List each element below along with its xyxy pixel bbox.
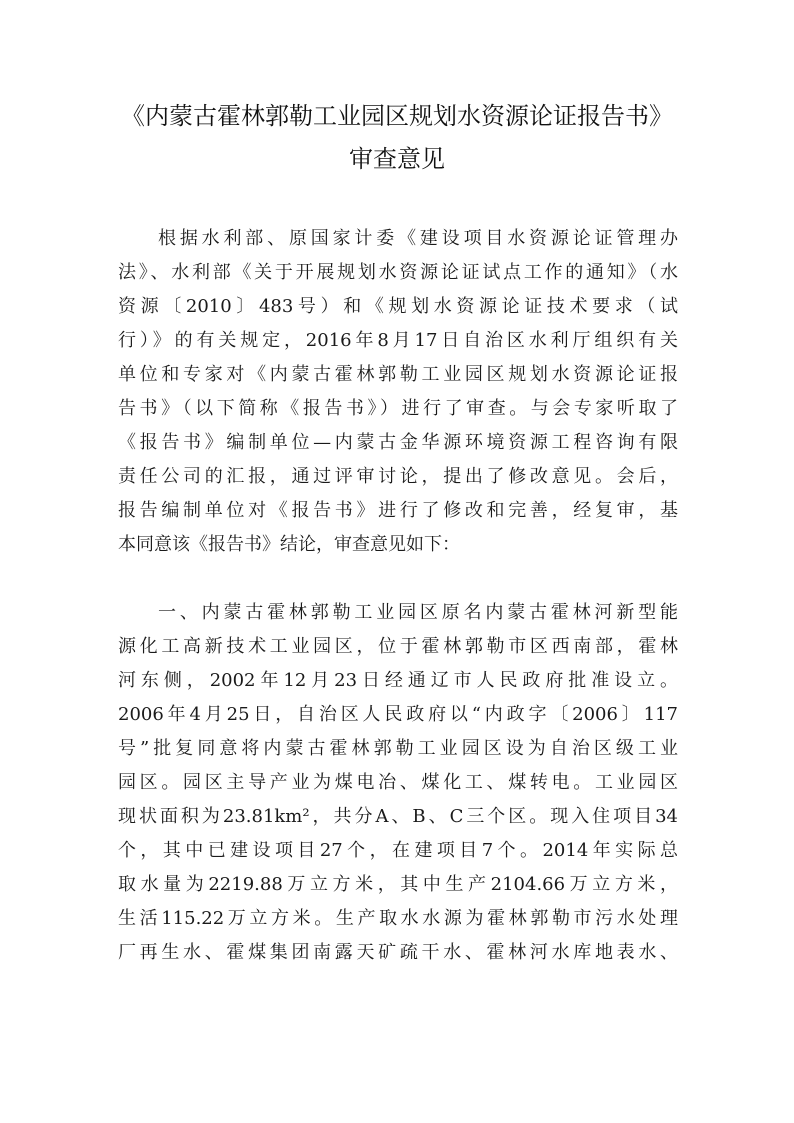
body-line: 生活115.22万立方米。生产取水水源为霍林郭勒市污水处理	[118, 908, 678, 929]
body-line: 报告编制单位对《报告书》进行了修改和完善，经复审，基	[118, 500, 678, 521]
body-line: 园区。园区主导产业为煤电冶、煤化工、煤转电。工业园区	[118, 772, 678, 793]
body-line: 告书》（以下简称《报告书》）进行了审查。与会专家听取了	[118, 398, 678, 419]
body-line: 号”批复同意将内蒙古霍林郭勒工业园区设为自治区级工业	[118, 738, 678, 759]
body-line: 法》、水利部《关于开展规划水资源论证试点工作的通知》（水	[118, 262, 678, 283]
body-line: 责任公司的汇报，通过评审讨论，提出了修改意见。会后，	[118, 466, 678, 487]
body-line: 《报告书》编制单位—内蒙古金华源环境资源工程咨询有限	[118, 432, 678, 453]
body-line: 现状面积为23.81km²，共分A、B、C三个区。现入住项目34	[118, 806, 678, 827]
body-line: 一、内蒙古霍林郭勒工业园区原名内蒙古霍林河新型能	[158, 602, 678, 623]
body-line: 2006年4月25日，自治区人民政府以“内政字〔2006〕117	[118, 704, 678, 725]
document-subtitle: 审查意见	[349, 145, 445, 173]
document-title: 《内蒙古霍林郭勒工业园区规划水资源论证报告书》	[121, 102, 673, 130]
body-line: 河东侧，2002年12月23日经通辽市人民政府批准设立。	[118, 670, 678, 691]
body-line: 取水量为2219.88万立方米，其中生产2104.66万立方米，	[118, 874, 678, 895]
body-line: 行）》的有关规定，2016年8月17日自治区水利厅组织有关	[118, 330, 678, 351]
body-line: 个，其中已建设项目27个，在建项目7个。2014年实际总	[118, 840, 678, 861]
body-line: 源化工高新技术工业园区，位于霍林郭勒市区西南部，霍林	[118, 636, 678, 657]
body-line: 厂再生水、霍煤集团南露天矿疏干水、霍林河水库地表水、	[118, 942, 678, 963]
body-line: 单位和专家对《内蒙古霍林郭勒工业园区规划水资源论证报	[118, 364, 678, 385]
body-line: 根据水利部、原国家计委《建设项目水资源论证管理办	[158, 228, 678, 249]
body-line: 资源〔2010〕483号）和《规划水资源论证技术要求（试	[118, 296, 678, 317]
body-line: 本同意该《报告书》结论，审查意见如下：	[118, 534, 460, 555]
